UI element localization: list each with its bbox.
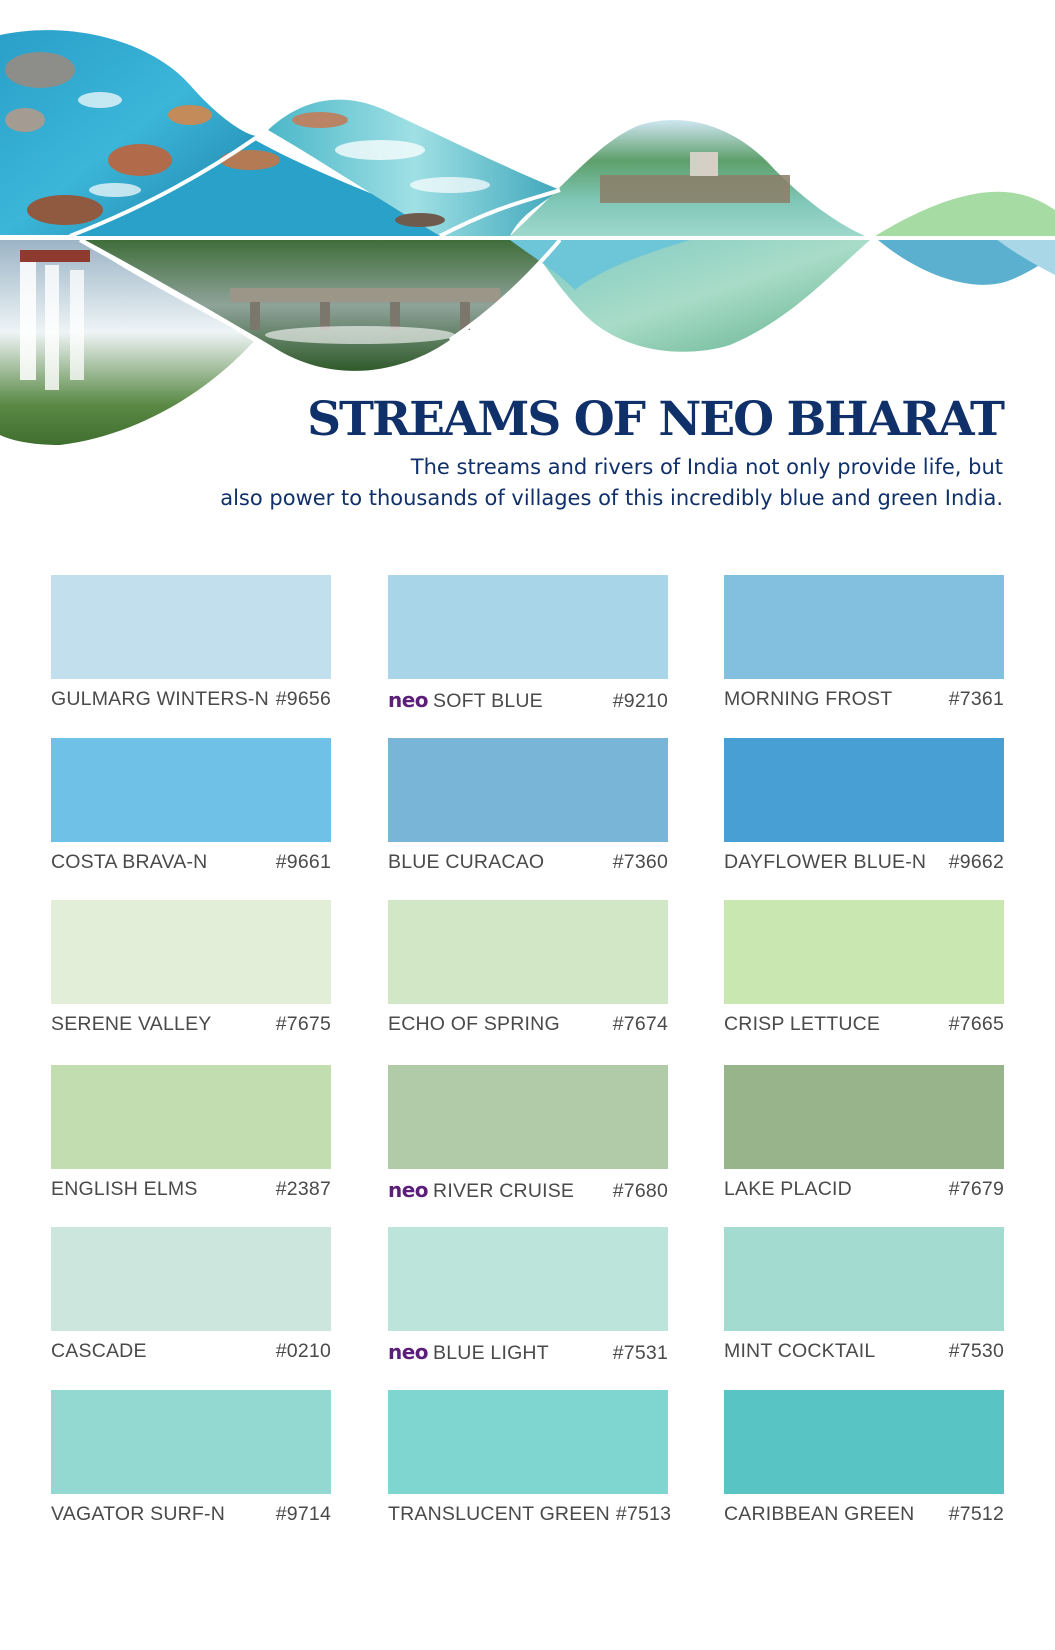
swatch-code: #7360	[612, 851, 668, 873]
color-chip	[388, 738, 668, 842]
swatch-name: BLUE LIGHT	[433, 1342, 549, 1364]
swatch-name-wrap	[724, 1503, 914, 1526]
swatch-label	[724, 851, 1004, 874]
swatch-name-wrap	[724, 851, 926, 874]
swatch-name: SERENE VALLEY	[51, 1013, 212, 1035]
color-chip	[51, 1227, 331, 1331]
swatch-name: ENGLISH ELMS	[51, 1178, 198, 1200]
swatch-name: VAGATOR SURF-N	[51, 1503, 225, 1525]
color-chip	[51, 575, 331, 679]
swatch-label	[724, 688, 1004, 711]
swatch-name: RIVER CRUISE	[433, 1180, 575, 1202]
swatch-name-wrap	[51, 1013, 211, 1036]
swatch-code: #7674	[612, 1013, 668, 1035]
swatch-label	[51, 1503, 331, 1526]
color-swatch	[724, 1390, 1004, 1526]
swatch-label	[51, 688, 331, 711]
swatch-name-wrap	[51, 1503, 225, 1526]
swatch-name-wrap	[724, 1340, 875, 1363]
decorative-green-wave	[875, 192, 1055, 236]
color-swatch	[388, 1390, 672, 1526]
color-swatch	[724, 900, 1004, 1036]
color-swatch	[724, 575, 1004, 711]
subtitle-line-2: also power to thousands of villages of this incredibly blue and green India.	[220, 486, 1003, 510]
swatch-name-wrap	[388, 1178, 574, 1203]
color-chip	[388, 1227, 668, 1331]
color-chip	[724, 1390, 1004, 1494]
color-chip	[51, 738, 331, 842]
color-swatch	[388, 575, 668, 713]
swatch-name-wrap	[51, 1178, 198, 1201]
color-chip	[724, 1065, 1004, 1169]
dam-tower	[690, 152, 718, 176]
swatch-name: MINT COCKTAIL	[724, 1340, 876, 1362]
color-chip	[388, 575, 668, 679]
swatch-label	[388, 1013, 668, 1036]
page-subtitle	[103, 452, 1003, 514]
swatch-name-wrap	[388, 1503, 610, 1526]
swatch-label	[51, 1013, 331, 1036]
color-chip	[388, 1390, 668, 1494]
swatch-code: #9210	[612, 690, 668, 712]
color-swatch	[388, 738, 668, 874]
swatch-name: TRANSLUCENT GREEN	[388, 1503, 610, 1525]
swatch-code: #9662	[948, 851, 1004, 873]
swatch-name-wrap	[388, 851, 544, 874]
swatch-code: #9661	[275, 851, 331, 873]
color-chip	[724, 900, 1004, 1004]
color-chip	[388, 900, 668, 1004]
color-swatch	[51, 1227, 331, 1363]
swatch-label	[51, 1178, 331, 1201]
swatch-name: LAKE PLACID	[724, 1178, 852, 1200]
color-swatch	[388, 900, 668, 1036]
neo-brand-mark: neo	[388, 1178, 429, 1202]
swatch-name-wrap	[388, 1013, 560, 1036]
swatch-code: #7531	[612, 1342, 668, 1364]
swatch-code: #7680	[612, 1180, 668, 1202]
swatch-code: #7679	[948, 1178, 1004, 1200]
swatch-label	[51, 851, 331, 874]
swatch-label	[724, 1340, 1004, 1363]
swatch-code: #7512	[948, 1503, 1004, 1525]
swatch-name: CRISP LETTUCE	[724, 1013, 881, 1035]
swatch-name: MORNING FROST	[724, 688, 893, 710]
swatch-label	[724, 1013, 1004, 1036]
swatch-name: SOFT BLUE	[433, 690, 543, 712]
swatch-name-wrap	[724, 1013, 880, 1036]
color-swatch	[388, 1227, 668, 1365]
swatch-label	[51, 1340, 331, 1363]
swatch-label	[388, 688, 668, 713]
swatch-label	[724, 1503, 1004, 1526]
color-swatch	[724, 1065, 1004, 1201]
swatch-name-wrap	[51, 1340, 147, 1363]
swatch-name-wrap	[724, 688, 892, 711]
swatch-name-wrap	[388, 688, 543, 713]
swatch-label	[388, 1178, 668, 1203]
dam-wall	[600, 175, 790, 203]
hero-collage-svg	[0, 0, 1055, 460]
neo-brand-mark: neo	[388, 688, 429, 712]
swatch-name: CASCADE	[51, 1340, 147, 1362]
swatch-name: GULMARG WINTERS-N	[51, 688, 269, 710]
color-swatch	[51, 575, 331, 711]
swatch-name: BLUE CURACAO	[388, 851, 545, 873]
color-chip	[388, 1065, 668, 1169]
swatch-code: #9714	[275, 1503, 331, 1525]
swatch-name-wrap	[388, 1340, 549, 1365]
swatch-name: COSTA BRAVA-N	[51, 851, 208, 873]
color-swatch	[724, 738, 1004, 874]
color-swatch	[51, 738, 331, 874]
swatch-code: #7361	[948, 688, 1004, 710]
swatch-name: CARIBBEAN GREEN	[724, 1503, 915, 1525]
waterfall-streams	[20, 250, 90, 390]
swatch-label	[388, 1503, 672, 1526]
swatch-code: #7675	[275, 1013, 331, 1035]
neo-brand-mark: neo	[388, 1340, 429, 1364]
swatch-name-wrap	[724, 1178, 852, 1201]
color-chip	[51, 1390, 331, 1494]
swatch-code: #7513	[615, 1503, 672, 1525]
swatch-code: #0210	[275, 1340, 331, 1362]
subtitle-line-1: The streams and rivers of India not only provide life, but	[410, 455, 1003, 479]
swatch-name: DAYFLOWER BLUE-N	[724, 851, 927, 873]
swatch-label	[388, 1340, 668, 1365]
swatch-code: #7530	[948, 1340, 1004, 1362]
swatch-label	[724, 1178, 1004, 1201]
swatch-label	[388, 851, 668, 874]
swatch-code: #9656	[275, 688, 331, 710]
color-swatch	[724, 1227, 1004, 1363]
color-swatch	[388, 1065, 668, 1203]
swatch-name-wrap	[51, 688, 269, 711]
swatch-name: ECHO OF SPRING	[388, 1013, 560, 1035]
swatch-name-wrap	[51, 851, 207, 874]
color-chip	[724, 575, 1004, 679]
page-title: STREAMS OF NEO BHARAT	[307, 392, 1003, 447]
color-swatch	[51, 900, 331, 1036]
swatch-code: #2387	[275, 1178, 331, 1200]
hero-collage	[0, 0, 1055, 460]
color-chip	[51, 900, 331, 1004]
color-chip	[724, 1227, 1004, 1331]
color-chip	[51, 1065, 331, 1169]
color-chip	[724, 738, 1004, 842]
swatch-code: #7665	[948, 1013, 1004, 1035]
color-swatch	[51, 1390, 331, 1526]
color-swatch	[51, 1065, 331, 1201]
